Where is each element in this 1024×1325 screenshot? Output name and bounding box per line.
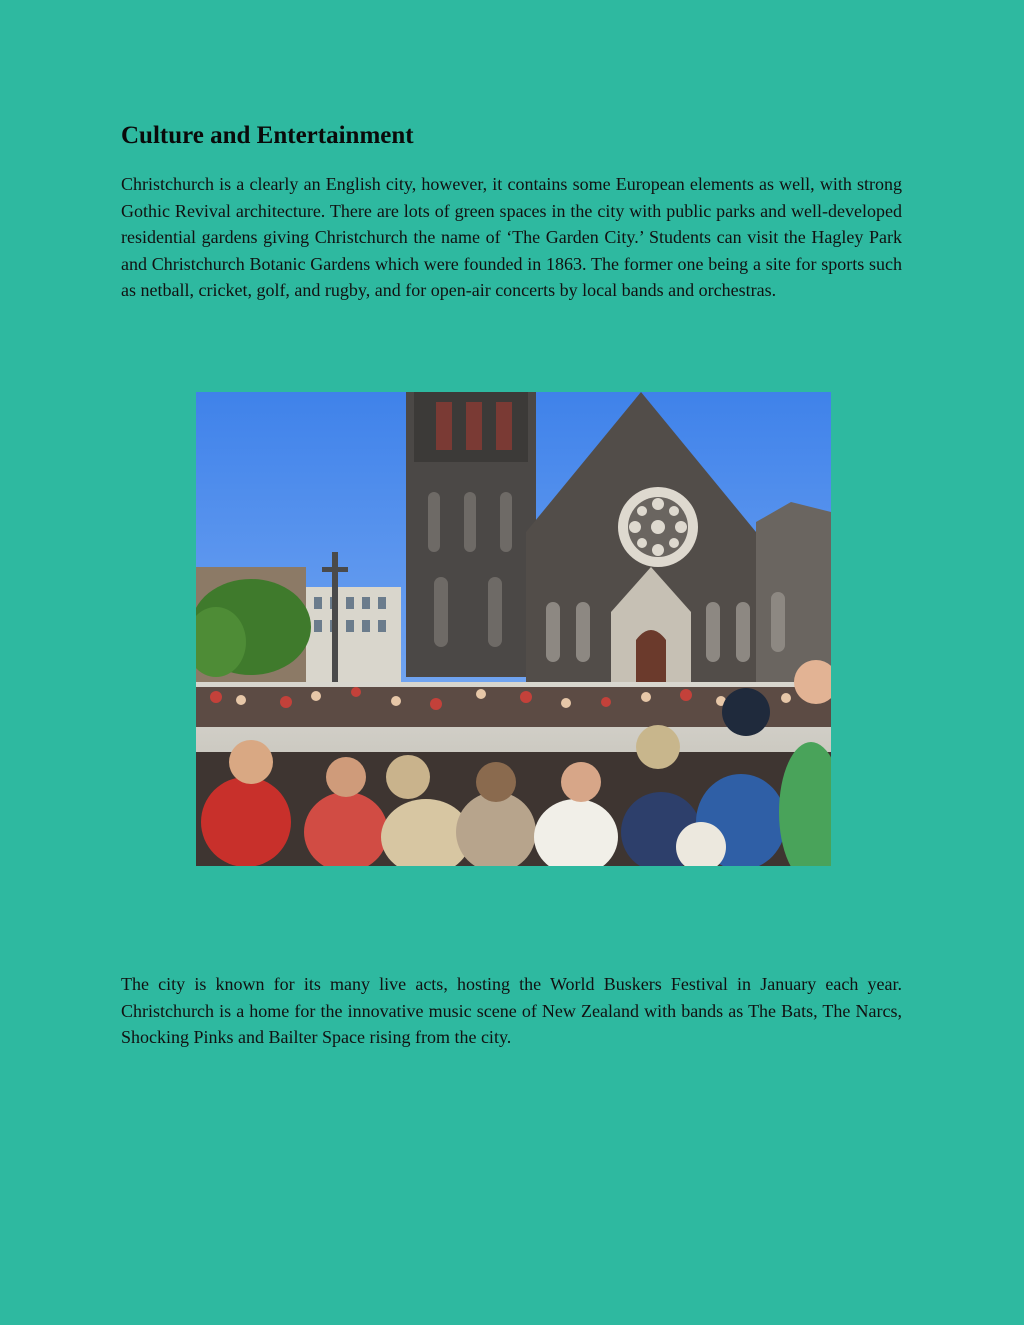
intro-paragraph: Christchurch is a clearly an English city, however, it contains some European elements as well, with strong Gothic Revival architecture. There are lots of green spaces in the city with public parks and well-developed residential gardens giving Christchurch the name of ‘The Garden City.’ Students can visit the Hagley Park and Christchurch Botanic Gardens which were founded in 1863. The former one being a site for sports such as netball, cricket, golf, and rugby, and for open-air concerts by local bands and orchestras. xyxy=(121,174,902,300)
music-scene-paragraph: The city is known for its many live acts, hosting the World Buskers Festival in January each year. Christchurch is a home for the innovative music scene of New Zealand with bands as The Bats, The Narcs, Shocking Pinks and Bailter Space rising from the city. xyxy=(121,974,902,1047)
cathedral-photo xyxy=(196,392,831,866)
section-heading: Culture and Entertainment xyxy=(121,122,414,149)
